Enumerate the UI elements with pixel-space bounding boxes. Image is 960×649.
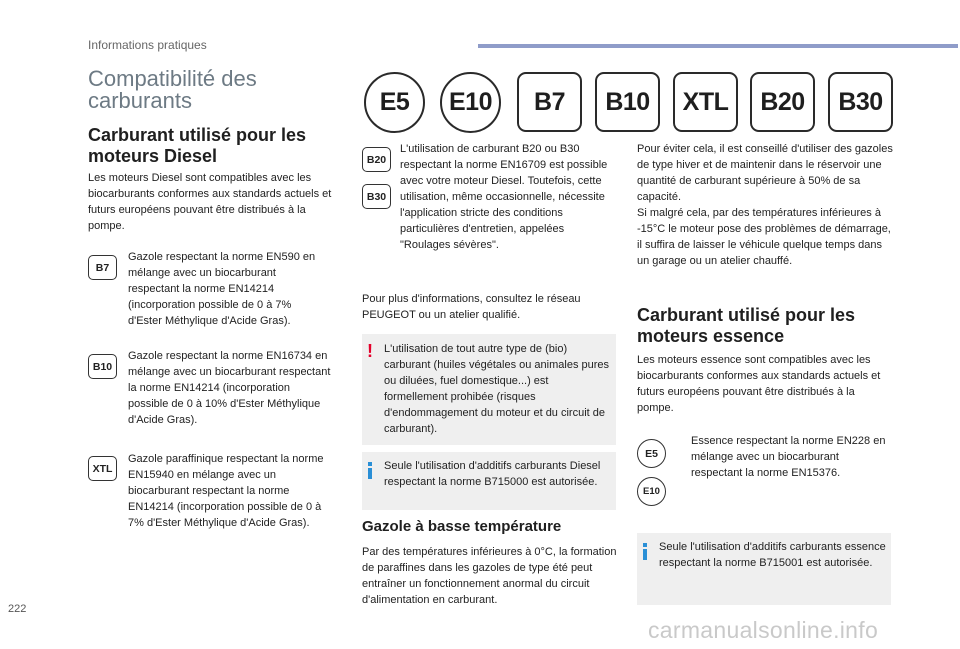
fuel-badge-xtl: XTL <box>673 72 738 132</box>
warning-box <box>362 334 616 445</box>
warning-icon: ! <box>367 341 373 361</box>
petrol-intro: Les moteurs essence sont compatibles avec les biocarburants conformes aux standards actuels et futurs européens pouvant être distribués à la pompe. <box>637 354 881 414</box>
badge-e5: E5 <box>637 439 666 468</box>
diesel-additive-note: Seule l'utilisation d'additifs carburants Diesel respectant la norme B715000 est autorisée. <box>384 460 601 488</box>
page-title: Compatibilité des carburants <box>88 66 257 113</box>
petrol-text: Essence respectant la norme EN228 en mélange avec un biocarburant respectant la norme EN15376. <box>691 435 886 479</box>
low-temp-text: Par des températures inférieures à 0°C, la formation de paraffines dans les gazoles de type été peut entraîner un fonctionnement anormal du circuit d'alimentation en carburant. <box>362 546 617 606</box>
diesel-additive-note-box <box>362 452 616 510</box>
badge-b7: B7 <box>88 255 117 280</box>
diesel-item-b10-text: Gazole respectant la norme EN16734 en mélange avec un biocarburant respectant la norme EN14214 (incorporation possible de 0 à 10% d'Ester Méthylique d'Acide Gras). <box>128 350 331 426</box>
petrol-heading: Carburant utilisé pour les moteurs essence <box>637 305 856 346</box>
badge-e10: E10 <box>637 477 666 506</box>
badge-b10: B10 <box>88 354 117 379</box>
b20-b30-text: L'utilisation de carburant B20 ou B30 respectant la norme EN16709 est possible avec votre moteur Diesel. Toutefois, cette utilisation, même occasionnelle, nécessite l'application stricte des conditions particulières d'entretien, appelées "Roulages sévères". <box>400 143 608 251</box>
page-number: 222 <box>8 603 27 615</box>
badge-b30: B30 <box>362 184 391 209</box>
diesel-heading: Carburant utilisé pour les moteurs Diesel <box>88 125 307 166</box>
fuel-badge-e5: E5 <box>364 72 425 133</box>
warning-text: L'utilisation de tout autre type de (bio) carburant (huiles végétales ou animales pures ou diluées, fuel domestique...) est formellement prohibée (risques d'endommagement du moteur et du circuit de carburant). <box>384 343 610 435</box>
more-info-text: Pour plus d'informations, consultez le réseau PEUGEOT ou un atelier qualifié. <box>362 293 581 321</box>
petrol-additive-note: Seule l'utilisation d'additifs carburants essence respectant la norme B715001 est autorisée. <box>659 541 886 569</box>
badge-xtl: XTL <box>88 456 117 481</box>
petrol-additive-note-box <box>637 533 891 605</box>
watermark: carmanualsonline.info <box>648 617 879 643</box>
diesel-item-xtl-text: Gazole paraffinique respectant la norme EN15940 en mélange avec un biocarburant respectant la norme EN14214 (incorporation possible de 0 à 7% d'Ester Méthylique d'Acide Gras). <box>128 453 324 529</box>
info-icon <box>368 462 372 479</box>
fuel-badge-e10: E10 <box>440 72 501 133</box>
winter-advice-text: Pour éviter cela, il est conseillé d'utiliser des gazoles de type hiver et de maintenir dans le réservoir une quantité de carburant supérieure à 50% de sa capacité. Si malgré cela, par des températures inférieures à -15°C le moteur pose des problèmes de démarrage, il suffira de laisser le véhicule quelque temps dans un garage ou un atelier chauffé. <box>637 143 893 267</box>
fuel-badge-b20: B20 <box>750 72 815 132</box>
fuel-badge-b10: B10 <box>595 72 660 132</box>
diesel-intro: Les moteurs Diesel sont compatibles avec les biocarburants conformes aux standards actuels et futurs européens pouvant être distribués à la pompe. <box>88 172 332 232</box>
info-icon <box>643 543 647 560</box>
header-accent-bar <box>478 44 958 48</box>
diesel-item-b7-text: Gazole respectant la norme EN590 en mélange avec un biocarburant respectant la norme EN14214 (incorporation possible de 0 à 7% d'Ester Méthylique d'Acide Gras). <box>128 251 316 327</box>
low-temp-heading: Gazole à basse température <box>362 518 562 535</box>
fuel-badge-b30: B30 <box>828 72 893 132</box>
fuel-badge-b7: B7 <box>517 72 582 132</box>
header-section-title: Informations pratiques <box>88 38 207 52</box>
badge-b20: B20 <box>362 147 391 172</box>
